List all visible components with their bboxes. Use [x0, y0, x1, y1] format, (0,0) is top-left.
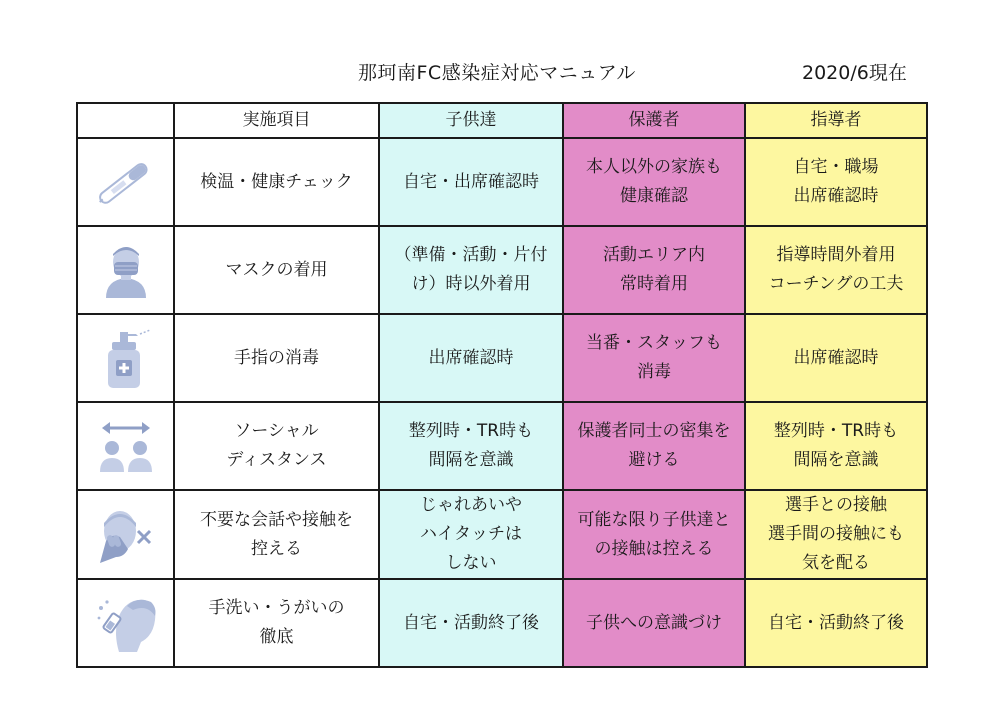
table-row	[77, 490, 927, 579]
table-row	[77, 314, 927, 402]
icon-cell	[77, 490, 174, 579]
coaches-text: 自宅・職場 出席確認時	[793, 157, 879, 206]
table-row	[77, 226, 927, 314]
kids-text: 出席確認時	[428, 347, 514, 368]
header-guardians: 保護者	[563, 103, 745, 138]
guardians-text: 当番・スタッフも 消毒	[586, 333, 722, 382]
item-label: 検温・健康チェック	[200, 171, 353, 192]
document-title: 那珂南FC感染症対応マニュアル	[358, 62, 636, 84]
coaches-cell	[745, 402, 927, 490]
no-talking-icon	[94, 505, 158, 565]
guardians-cell	[563, 226, 745, 314]
guardians-cell	[563, 402, 745, 490]
kids-text: 自宅・出席確認時	[403, 171, 539, 192]
guardians-cell	[563, 138, 745, 226]
item-cell	[174, 138, 379, 226]
kids-cell	[379, 402, 563, 490]
kids-text: じゃれあいや ハイタッチは しない	[420, 495, 522, 573]
kids-cell	[379, 490, 563, 579]
header-kids: 子供達	[379, 103, 563, 138]
kids-text: 自宅・活動終了後	[403, 612, 539, 633]
coaches-text: 指導時間外着用 コーチングの工夫	[768, 245, 904, 294]
header-icon-cell	[77, 103, 174, 138]
item-cell	[174, 579, 379, 667]
header-coaches: 指導者	[745, 103, 927, 138]
mask-person-icon	[96, 240, 156, 300]
table-row	[77, 138, 927, 226]
guardians-text: 保護者同士の密集を 避ける	[577, 421, 731, 470]
kids-text: 整列時・TR時も 間隔を意識	[408, 421, 534, 470]
document-date: 2020/6現在	[802, 62, 907, 84]
header-row	[77, 103, 927, 138]
coaches-text: 選手との接触 選手間の接触にも 気を配る	[768, 495, 904, 573]
kids-text: （準備・活動・片付 け）時以外着用	[394, 245, 548, 294]
gargle-icon	[93, 592, 159, 654]
coaches-text: 整列時・TR時も 間隔を意識	[773, 421, 899, 470]
coaches-cell	[745, 226, 927, 314]
coaches-text: 出席確認時	[793, 347, 879, 368]
item-cell	[174, 226, 379, 314]
guardians-text: 可能な限り子供達と の接触は控える	[577, 509, 731, 559]
guardians-cell	[563, 579, 745, 667]
item-cell	[174, 402, 379, 490]
manual-table	[76, 102, 928, 668]
header-item: 実施項目	[174, 103, 379, 138]
icon-cell	[77, 402, 174, 490]
item-label: 手洗い・うがいの 徹底	[208, 598, 345, 647]
thermometer-icon	[91, 152, 161, 212]
guardians-text: 活動エリア内 常時着用	[603, 245, 705, 294]
item-label: ソーシャル ディスタンス	[226, 421, 327, 470]
item-label: 不要な会話や接触を 控える	[200, 509, 353, 559]
guardians-cell	[563, 314, 745, 402]
item-label: マスクの着用	[225, 259, 328, 280]
guardians-text: 本人以外の家族も 健康確認	[586, 157, 722, 206]
kids-cell	[379, 138, 563, 226]
coaches-cell	[745, 490, 927, 579]
kids-cell	[379, 226, 563, 314]
icon-cell	[77, 579, 174, 667]
item-cell	[174, 314, 379, 402]
coaches-cell	[745, 138, 927, 226]
icon-cell	[77, 226, 174, 314]
coaches-text: 自宅・活動終了後	[768, 612, 904, 633]
table-row	[77, 402, 927, 490]
coaches-cell	[745, 579, 927, 667]
coaches-cell	[745, 314, 927, 402]
kids-cell	[379, 314, 563, 402]
social-distance-icon	[94, 418, 158, 474]
icon-cell	[77, 138, 174, 226]
item-label: 手指の消毒	[234, 347, 319, 368]
kids-cell	[379, 579, 563, 667]
icon-cell	[77, 314, 174, 402]
table-row	[77, 579, 927, 667]
sanitizer-bottle-icon	[96, 326, 156, 390]
item-cell	[174, 490, 379, 579]
guardians-cell	[563, 490, 745, 579]
guardians-text: 子供への意識づけ	[586, 612, 722, 633]
